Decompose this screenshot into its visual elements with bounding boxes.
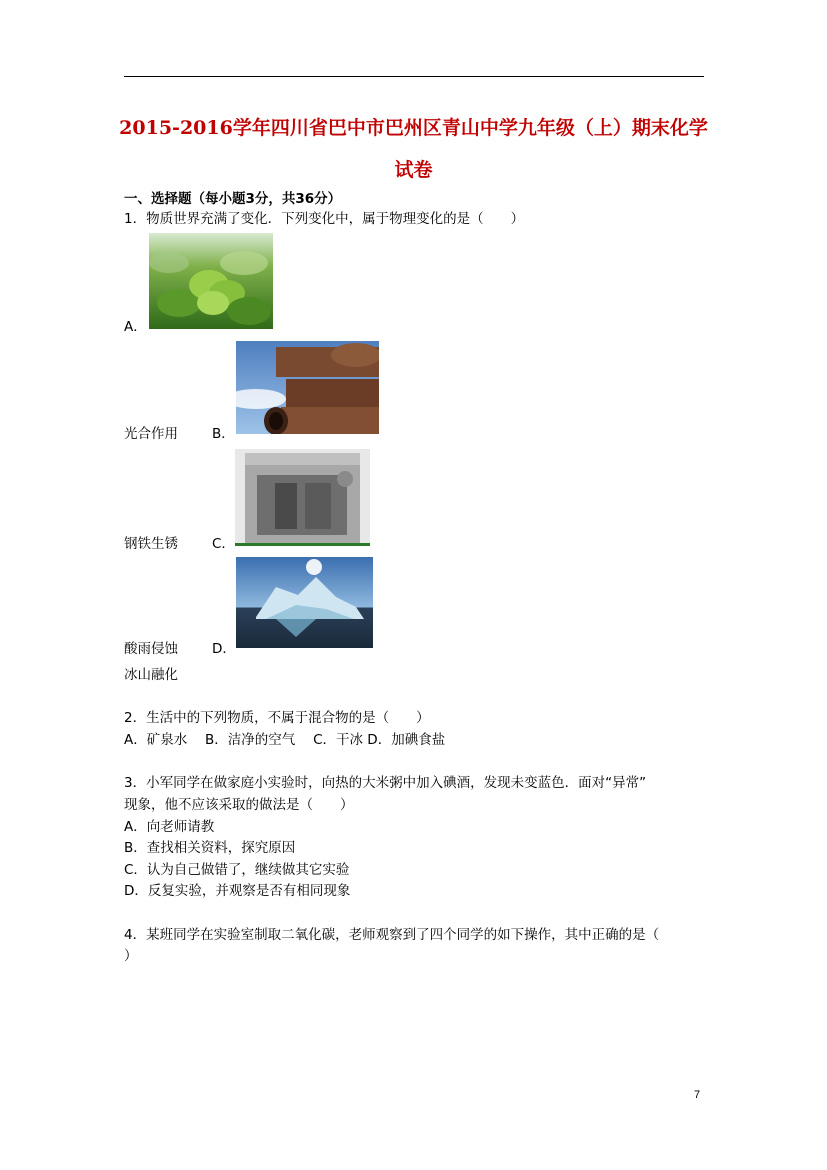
- q1-option-d-caption: 冰山融化: [124, 667, 178, 683]
- q1-option-a-caption: 光合作用: [124, 426, 178, 442]
- q4-stem-line2: ）: [124, 948, 138, 964]
- q1-stem: 1．物质世界充满了变化．下列变化中，属于物理变化的是（ ）: [124, 211, 525, 227]
- q3-stem-line1: 3．小军同学在做家庭小实验时，向热的大米粥中加入碘酒，发现未变蓝色．面对“异常”: [124, 775, 647, 791]
- page-number: 7: [694, 1089, 701, 1101]
- q1-option-d-letter: D．: [212, 641, 236, 657]
- q3-stem-line2: 现象，他不应该采取的做法是（ ）: [124, 797, 354, 813]
- q2-options: A．矿泉水 B．洁净的空气 C．干冰 D．加碘食盐: [124, 732, 446, 748]
- q1-option-b-letter: B．: [212, 426, 235, 442]
- q3-option-c: C．认为自己做错了，继续做其它实验: [124, 862, 350, 878]
- q1-option-a-letter: A．: [124, 319, 147, 335]
- q3-option-a: A．向老师请教: [124, 819, 215, 835]
- doc-title-line1: 2015-2016学年四川省巴中市巴州区青山中学九年级（上）期末化学: [119, 117, 708, 139]
- q1-option-b-caption: 钢铁生锈: [124, 536, 178, 552]
- q1-option-c-caption: 酸雨侵蚀: [124, 641, 178, 657]
- eroded-stone-carving-photo: [235, 449, 370, 546]
- iceberg-photo: [236, 557, 373, 648]
- q3-option-b: B．查找相关资料，探究原因: [124, 840, 296, 856]
- q3-option-d: D．反复实验，并观察是否有相同现象: [124, 883, 351, 899]
- q4-stem-line1: 4．某班同学在实验室制取二氧化碳，老师观察到了四个同学的如下操作，其中正确的是（: [124, 927, 660, 943]
- rusty-pipes-photo: [236, 341, 379, 434]
- q2-stem: 2．生活中的下列物质，不属于混合物的是（ ）: [124, 710, 430, 726]
- section-heading: 一、选择题（每小题3分，共36分）: [124, 191, 342, 207]
- q1-option-c-letter: C．: [212, 536, 235, 552]
- header-rule: [124, 76, 704, 77]
- doc-title-line2: 试卷: [394, 159, 433, 181]
- clover-leaves-photo: [149, 233, 273, 329]
